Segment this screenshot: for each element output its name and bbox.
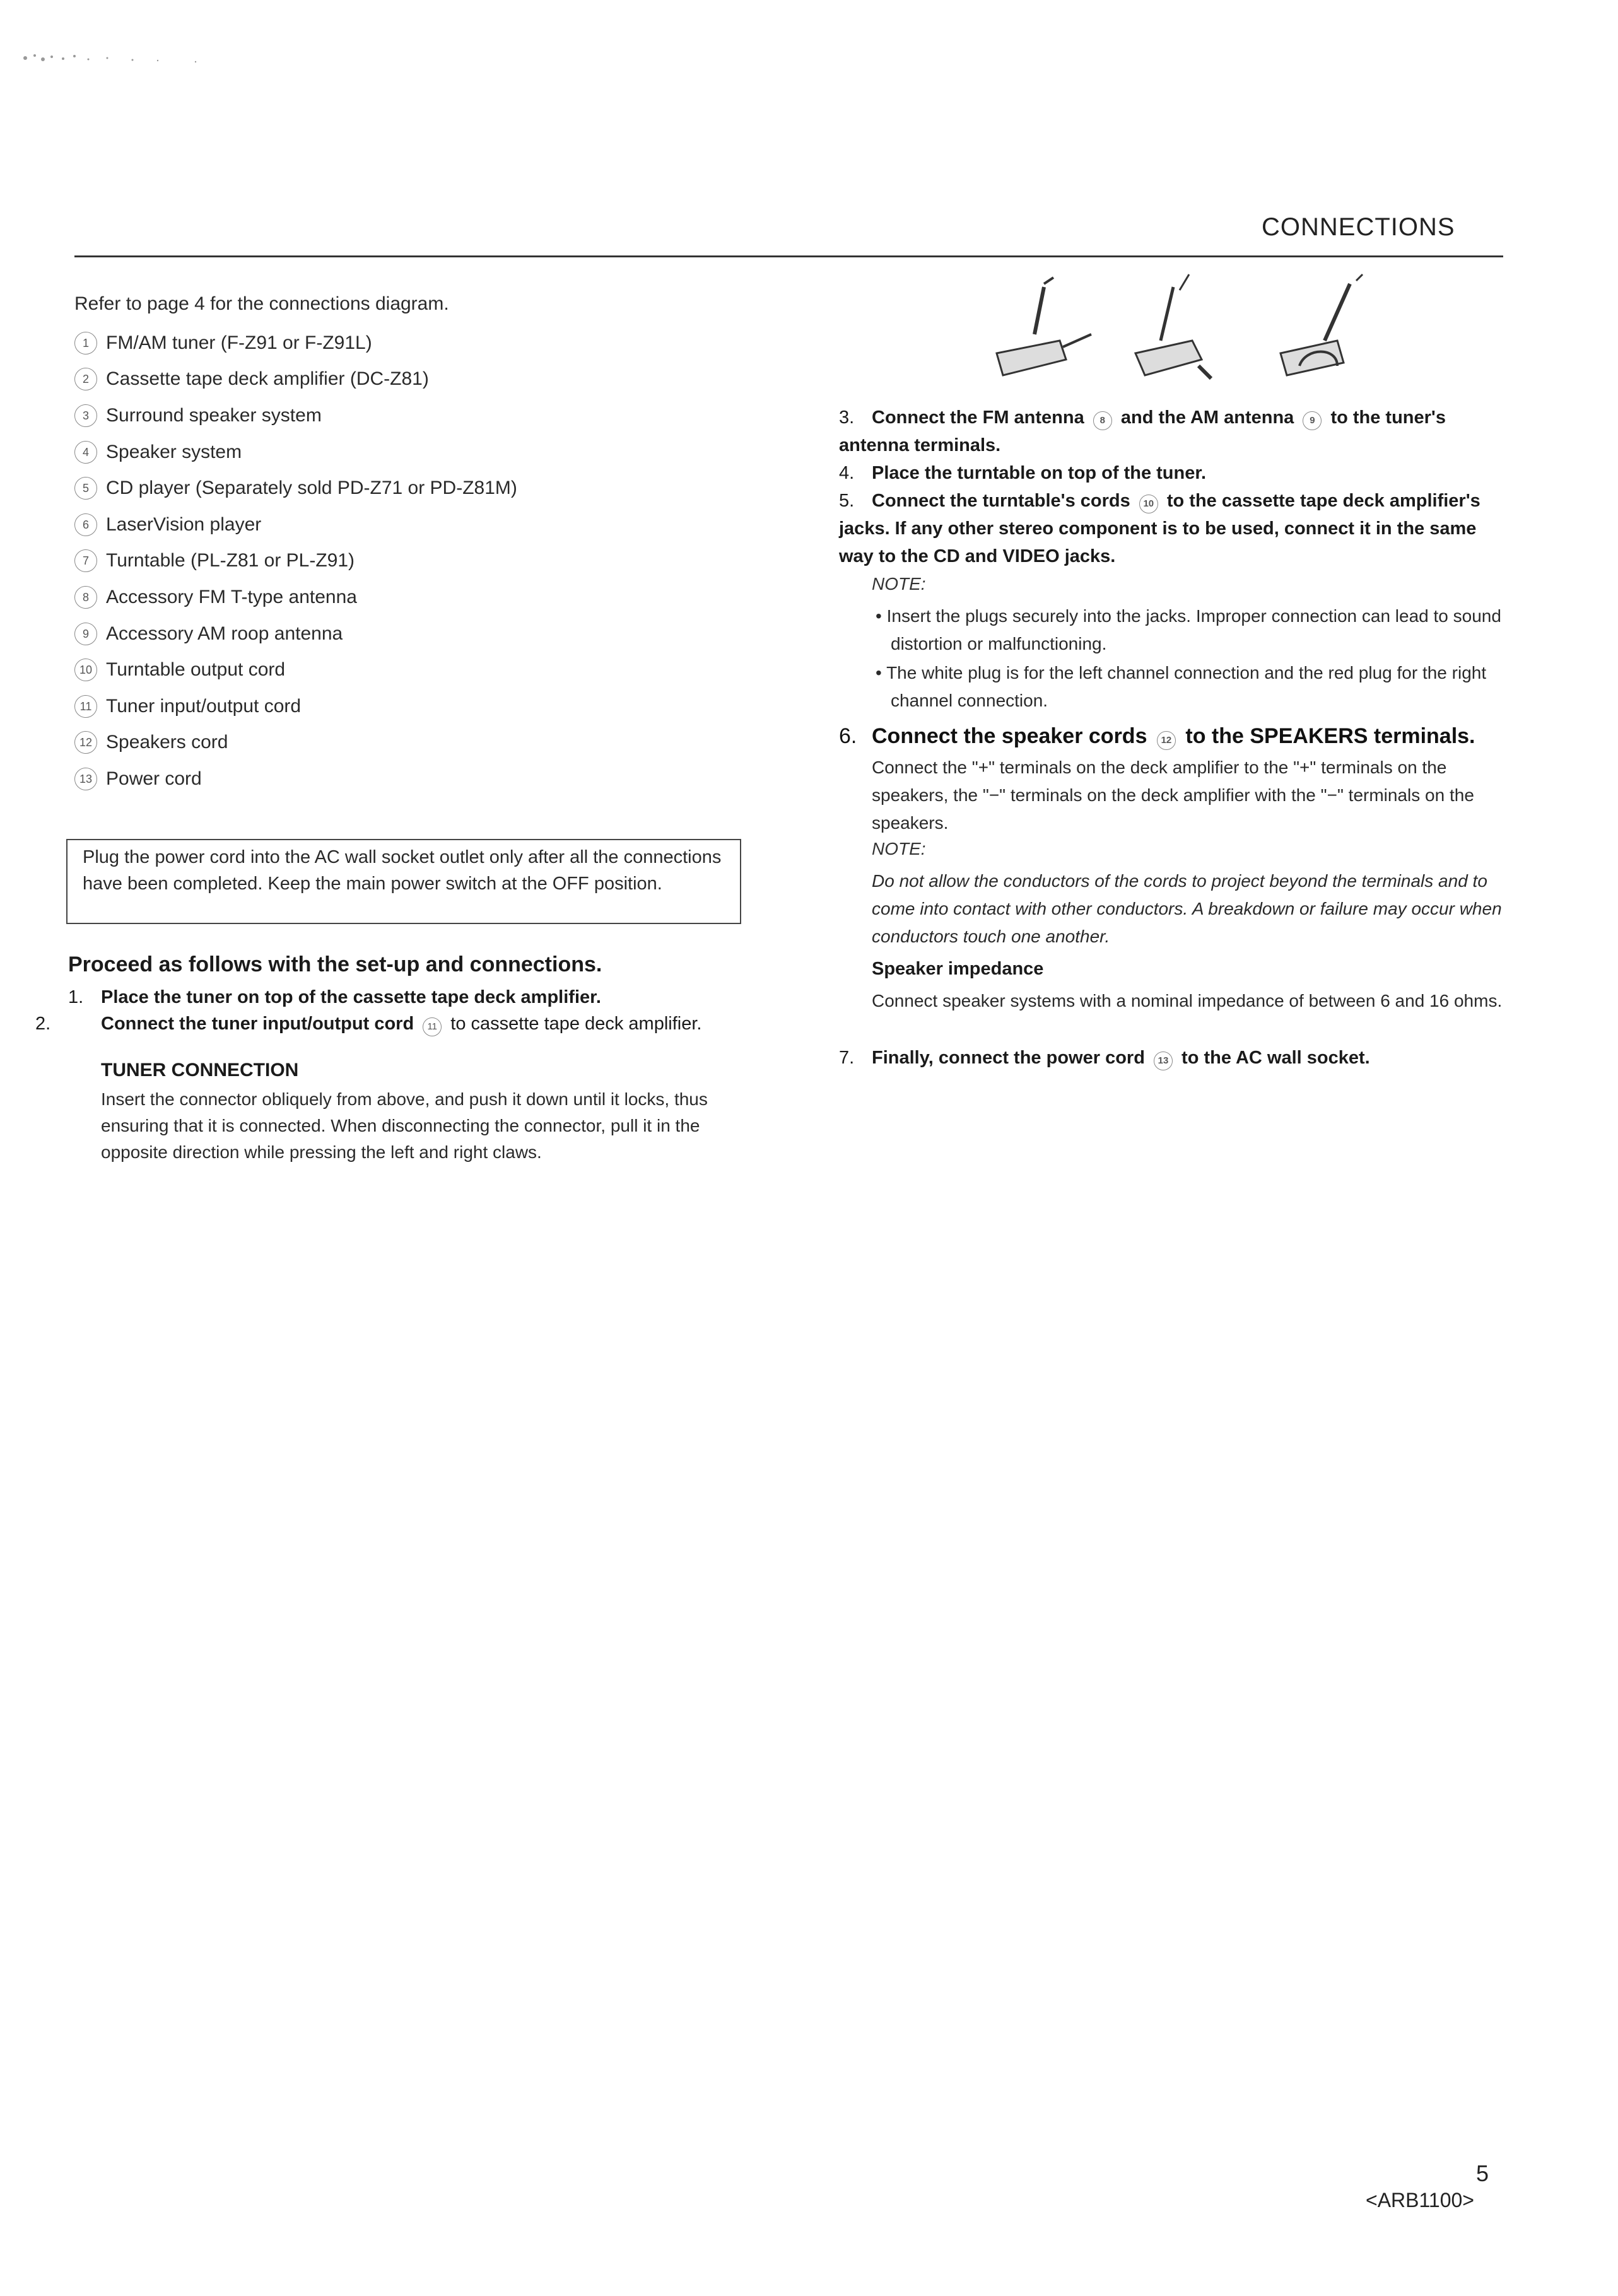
step-text-b: to the cassette tape deck amplifier's jacks. If any other stereo component is to be used, connect it in the same way to the CD and VIDEO jacks. xyxy=(839,491,1480,566)
circled-number-icon: 4 xyxy=(74,441,97,464)
warning-box: Plug the power cord into the AC wall socket outlet only after all the connections have been completed. Keep the main power switch at the OFF position. xyxy=(66,839,741,924)
part-label: Power cord xyxy=(106,768,202,789)
part-label: LaserVision player xyxy=(106,513,262,535)
part-label: Accessory AM roop antenna xyxy=(106,623,343,644)
tuner-connection-body: Insert the connector obliquely from above, and push it down until it locks, thus ensuring that it is connected. When disconnecting the connector, pull it in the opposite direction while pressing the left and right claws. xyxy=(101,1089,708,1162)
step-1 xyxy=(68,984,749,1010)
parts-list xyxy=(74,325,517,797)
note-bullet: • The white plug is for the left channel connection and the red plug for the right channel connection. xyxy=(876,663,1487,710)
part-label: Speakers cord xyxy=(106,732,228,753)
list-item xyxy=(74,579,517,616)
part-label: Turntable output cord xyxy=(106,659,286,681)
speaker-impedance-title: Speaker impedance xyxy=(872,959,1044,979)
circled-number-icon: 13 xyxy=(74,768,97,790)
part-label: Surround speaker system xyxy=(106,404,322,426)
step-3 xyxy=(839,404,1508,459)
circled-number-icon: 10 xyxy=(1139,495,1158,513)
circled-number-icon: 12 xyxy=(1157,731,1176,750)
circled-number-icon: 2 xyxy=(74,368,97,390)
part-label: Tuner input/output cord xyxy=(106,695,302,717)
step-6 xyxy=(839,722,1508,750)
list-item xyxy=(74,616,517,652)
list-item xyxy=(74,688,517,725)
circled-number-icon: 10 xyxy=(74,659,97,681)
page-number: 5 xyxy=(1476,2160,1489,2186)
circled-number-icon: 6 xyxy=(74,513,97,536)
step-text: Place the tuner on top of the cassette tape deck amplifier. xyxy=(101,987,601,1007)
circled-number-icon: 11 xyxy=(74,695,97,718)
step-2 xyxy=(35,1010,782,1037)
circled-number-icon: 3 xyxy=(74,404,97,427)
step-6-note: Do not allow the conductors of the cords to project beyond the terminals and to come into contact with other conductors. A breakdown or failure may occur when conductors touch one another. xyxy=(872,871,1502,946)
step-text-b: to cassette tape deck amplifier. xyxy=(450,1014,702,1034)
connector-illustration xyxy=(984,271,1388,397)
step-text-a: Connect the speaker cords xyxy=(872,724,1147,748)
part-label: CD player (Separately sold PD-Z71 or PD-Z81M) xyxy=(106,477,517,499)
list-item xyxy=(74,761,517,797)
circled-number-icon: 7 xyxy=(74,549,97,572)
circled-number-icon: 8 xyxy=(1093,411,1112,430)
step-text-a: Finally, connect the power cord xyxy=(872,1048,1145,1068)
part-label: Accessory FM T-type antenna xyxy=(106,586,357,607)
speaker-impedance-body: Connect speaker systems with a nominal impedance of between 6 and 16 ohms. xyxy=(872,991,1503,1010)
note-bullet: • Insert the plugs securely into the jacks. Improper connection can lead to sound distortion or malfunctioning. xyxy=(876,606,1501,653)
step-text-c: to the tuner's antenna terminals. xyxy=(839,407,1446,455)
step-4 xyxy=(839,459,1508,487)
circled-number-icon: 12 xyxy=(74,731,97,754)
note-text: Insert the plugs securely into the jacks. Improper connection can lead to sound distortion or malfunctioning. xyxy=(886,606,1501,653)
list-item xyxy=(74,434,517,471)
list-item xyxy=(74,397,517,434)
list-item xyxy=(74,543,517,580)
part-label: Cassette tape deck amplifier (DC-Z81) xyxy=(106,368,429,390)
document-code: <ARB1100> xyxy=(1366,2189,1474,2211)
step-number: 5. xyxy=(839,491,855,511)
step-text-b: and the AM antenna xyxy=(1120,407,1294,428)
circled-number-icon: 1 xyxy=(74,332,97,354)
step-number: 4. xyxy=(839,463,855,483)
header-rule xyxy=(74,255,1503,257)
list-item xyxy=(74,361,517,398)
step-number: 6. xyxy=(839,724,857,748)
step-number: 2. xyxy=(35,1014,51,1034)
note-label: NOTE: xyxy=(872,839,926,858)
step-6-body: Connect the "+" terminals on the deck amplifier to the "+" terminals on the speakers, the "−" terminals on the deck amplifier with the "−" terminals on the speakers. xyxy=(872,758,1474,833)
step-text-a: Connect the tuner input/output cord xyxy=(101,1014,414,1034)
part-label: Speaker system xyxy=(106,441,242,462)
step-5 xyxy=(839,487,1508,570)
step-text-b: to the AC wall socket. xyxy=(1181,1048,1370,1068)
step-7 xyxy=(839,1044,1508,1072)
part-label: Turntable (PL-Z81 or PL-Z91) xyxy=(106,550,355,571)
list-item xyxy=(74,470,517,507)
list-item xyxy=(74,325,517,361)
list-item xyxy=(74,725,517,761)
scan-smudge xyxy=(13,44,233,69)
step-number: 7. xyxy=(839,1048,855,1068)
tuner-connection-title: TUNER CONNECTION xyxy=(101,1060,299,1081)
step-text-b: to the SPEAKERS terminals. xyxy=(1185,724,1475,748)
step-number: 3. xyxy=(839,407,855,428)
list-item xyxy=(74,652,517,688)
circled-number-icon: 11 xyxy=(423,1017,442,1036)
note-label: NOTE: xyxy=(872,574,926,594)
circled-number-icon: 9 xyxy=(1303,411,1322,430)
circled-number-icon: 8 xyxy=(74,586,97,609)
part-label: FM/AM tuner (F-Z91 or F-Z91L) xyxy=(106,332,372,353)
procedure-heading: Proceed as follows with the set-up and connections. xyxy=(68,952,602,976)
step-text-a: Connect the FM antenna xyxy=(872,407,1084,428)
step-text-a: Connect the turntable's cords xyxy=(872,491,1130,511)
circled-number-icon: 13 xyxy=(1154,1051,1173,1070)
step-number: 1. xyxy=(68,987,84,1007)
list-item xyxy=(74,507,517,543)
circled-number-icon: 9 xyxy=(74,623,97,645)
note-text: The white plug is for the left channel connection and the red plug for the right channel connection. xyxy=(886,663,1487,710)
section-title: CONNECTIONS xyxy=(1262,213,1455,241)
circled-number-icon: 5 xyxy=(74,477,97,500)
step-text: Place the turntable on top of the tuner. xyxy=(872,463,1207,483)
intro-text: Refer to page 4 for the connections diagram. xyxy=(74,293,449,314)
